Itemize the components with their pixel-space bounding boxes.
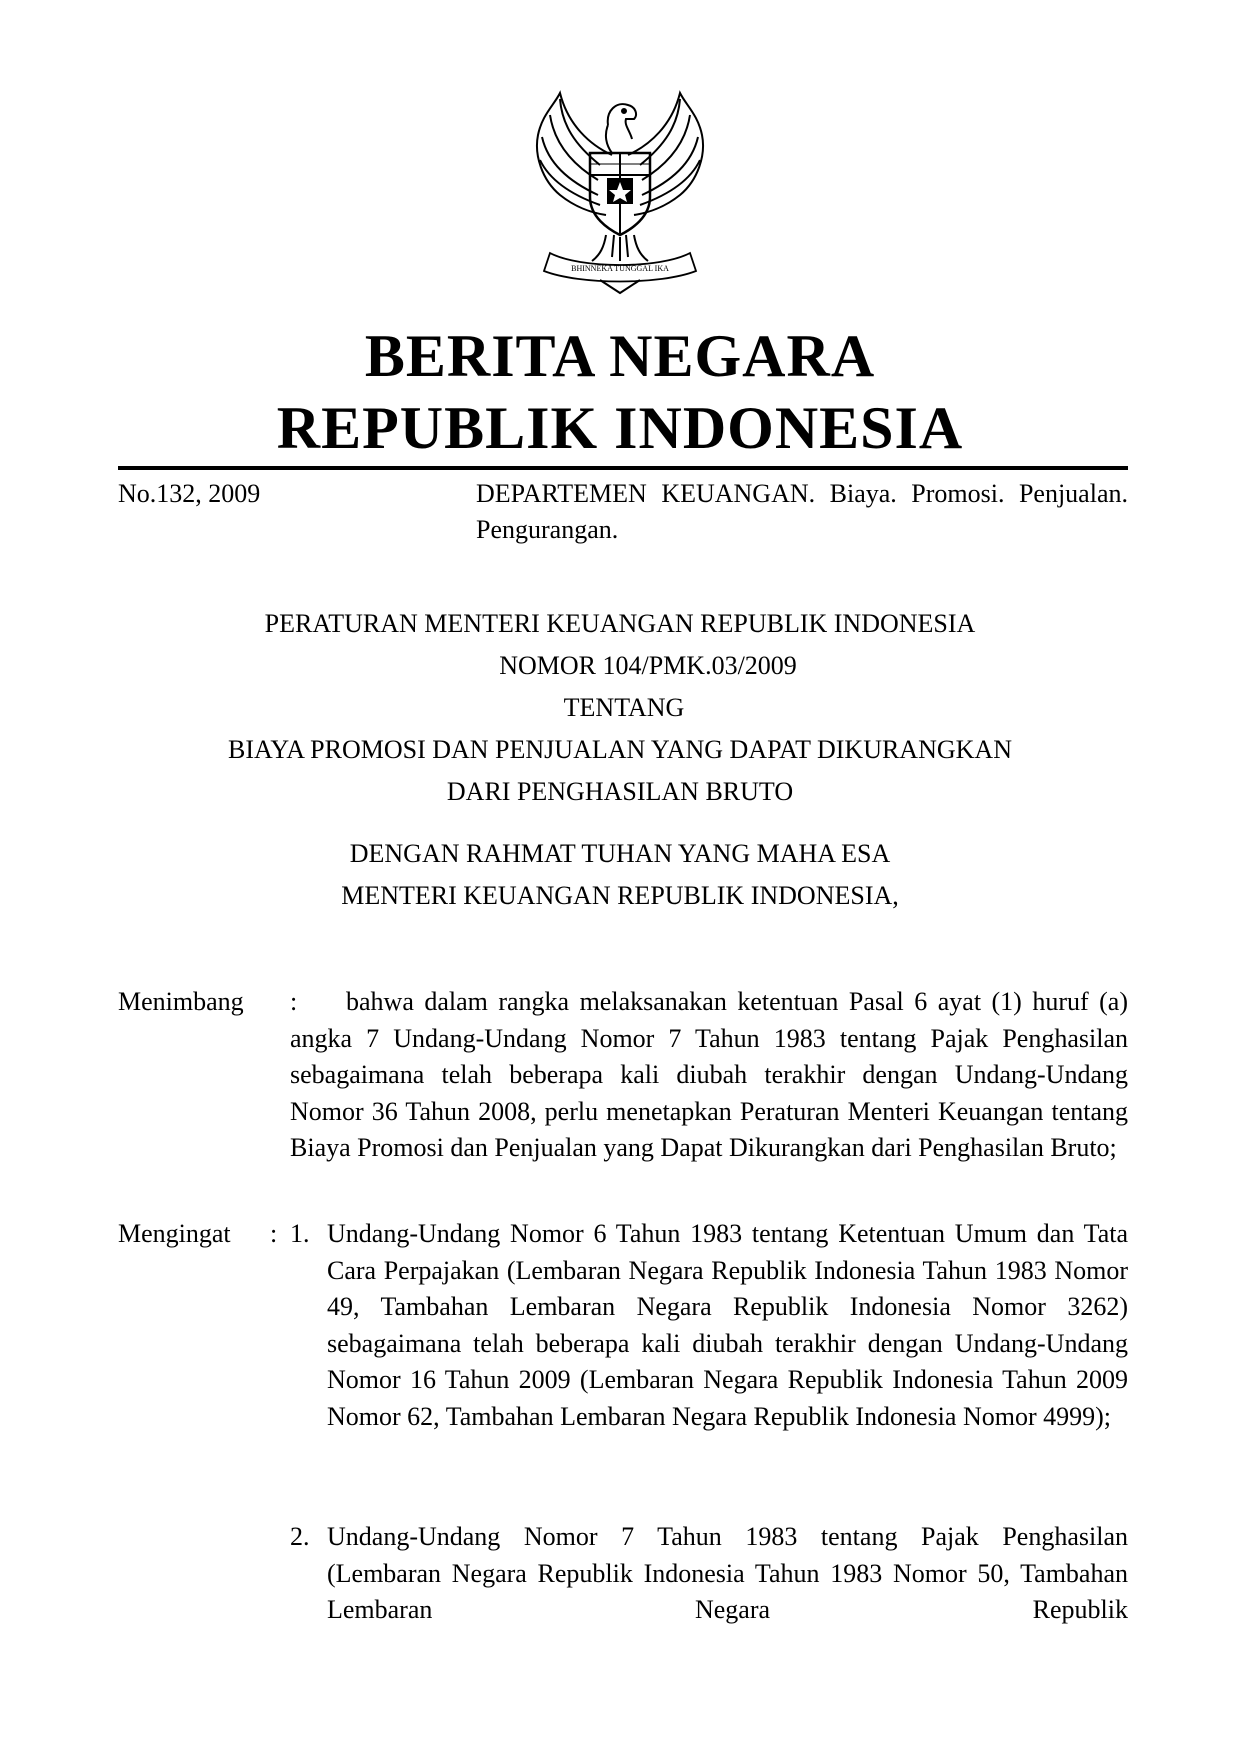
menimbang-label: Menimbang	[118, 987, 244, 1016]
mengingat-item-2-text: Undang-Undang Nomor 7 Tahun 1983 tentang Pajak Penghasilan (Lembaran Negara Republik Indonesia Tahun 1983 Nomor 50, Tambahan Lembaran Negara Republik	[327, 1522, 1128, 1624]
regulation-subject-line-1: BIAYA PROMOSI DAN PENJUALAN YANG DAPAT DIKURANGKAN	[228, 735, 1012, 764]
garuda-emblem-icon	[520, 85, 720, 295]
menimbang-colon: :	[290, 987, 298, 1016]
opening-line-1: DENGAN RAHMAT TUHAN YANG MAHA ESA	[349, 839, 891, 868]
regulation-title: PERATURAN MENTERI KEUANGAN REPUBLIK INDONESIA	[264, 609, 976, 638]
mengingat-item-1-number: 1.	[290, 1219, 310, 1248]
masthead-line-1: BERITA NEGARA	[364, 323, 876, 389]
emblem-motto: BHINNEKA TUNGGAL IKA	[571, 264, 669, 273]
regulation-tentang: TENTANG	[563, 693, 685, 722]
menimbang-text: bahwa dalam rangka melaksanakan ketentuan Pasal 6 ayat (1) huruf (a) angka 7 Undang-Undang Nomor 7 Tahun 1983 tentang Pajak Penghasilan sebagaimana telah beberapa kali diubah terakhir dengan Undang-Undang Nomor 36 Tahun 2008, perlu menetapkan Peraturan Menteri Keuangan tentang Biaya Promosi dan Penjualan yang Dapat Dikurangkan dari Penghasilan Bruto;	[290, 987, 1128, 1162]
mengingat-item-1-text: Undang-Undang Nomor 6 Tahun 1983 tentang Ketentuan Umum dan Tata Cara Perpajakan (Lembaran Negara Republik Indonesia Tahun 1983 Nomor 49, Tambahan Lembaran Negara Republik Indonesia Nomor 3262) sebagaimana telah beberapa kali diubah terakhir dengan Undang-Undang Nomor 16 Tahun 2009 (Lembaran Negara Republik Indonesia Tahun 2009 Nomor 62, Tambahan Lembaran Negara Republik Indonesia Nomor 4999);	[327, 1219, 1128, 1431]
issue-description: DEPARTEMEN KEUANGAN. Biaya. Promosi. Penjualan. Pengurangan.	[476, 479, 1128, 544]
regulation-number: NOMOR 104/PMK.03/2009	[499, 651, 797, 680]
opening-line-2: MENTERI KEUANGAN REPUBLIK INDONESIA,	[341, 881, 899, 910]
regulation-subject-line-2: DARI PENGHASILAN BRUTO	[446, 777, 794, 806]
masthead-line-2: REPUBLIK INDONESIA	[276, 395, 964, 461]
mengingat-label: Mengingat	[118, 1219, 231, 1248]
issue-number: No.132, 2009	[118, 479, 261, 508]
mengingat-item-2-number: 2.	[290, 1522, 310, 1551]
masthead-divider	[118, 466, 1128, 470]
mengingat-colon: :	[270, 1219, 278, 1248]
